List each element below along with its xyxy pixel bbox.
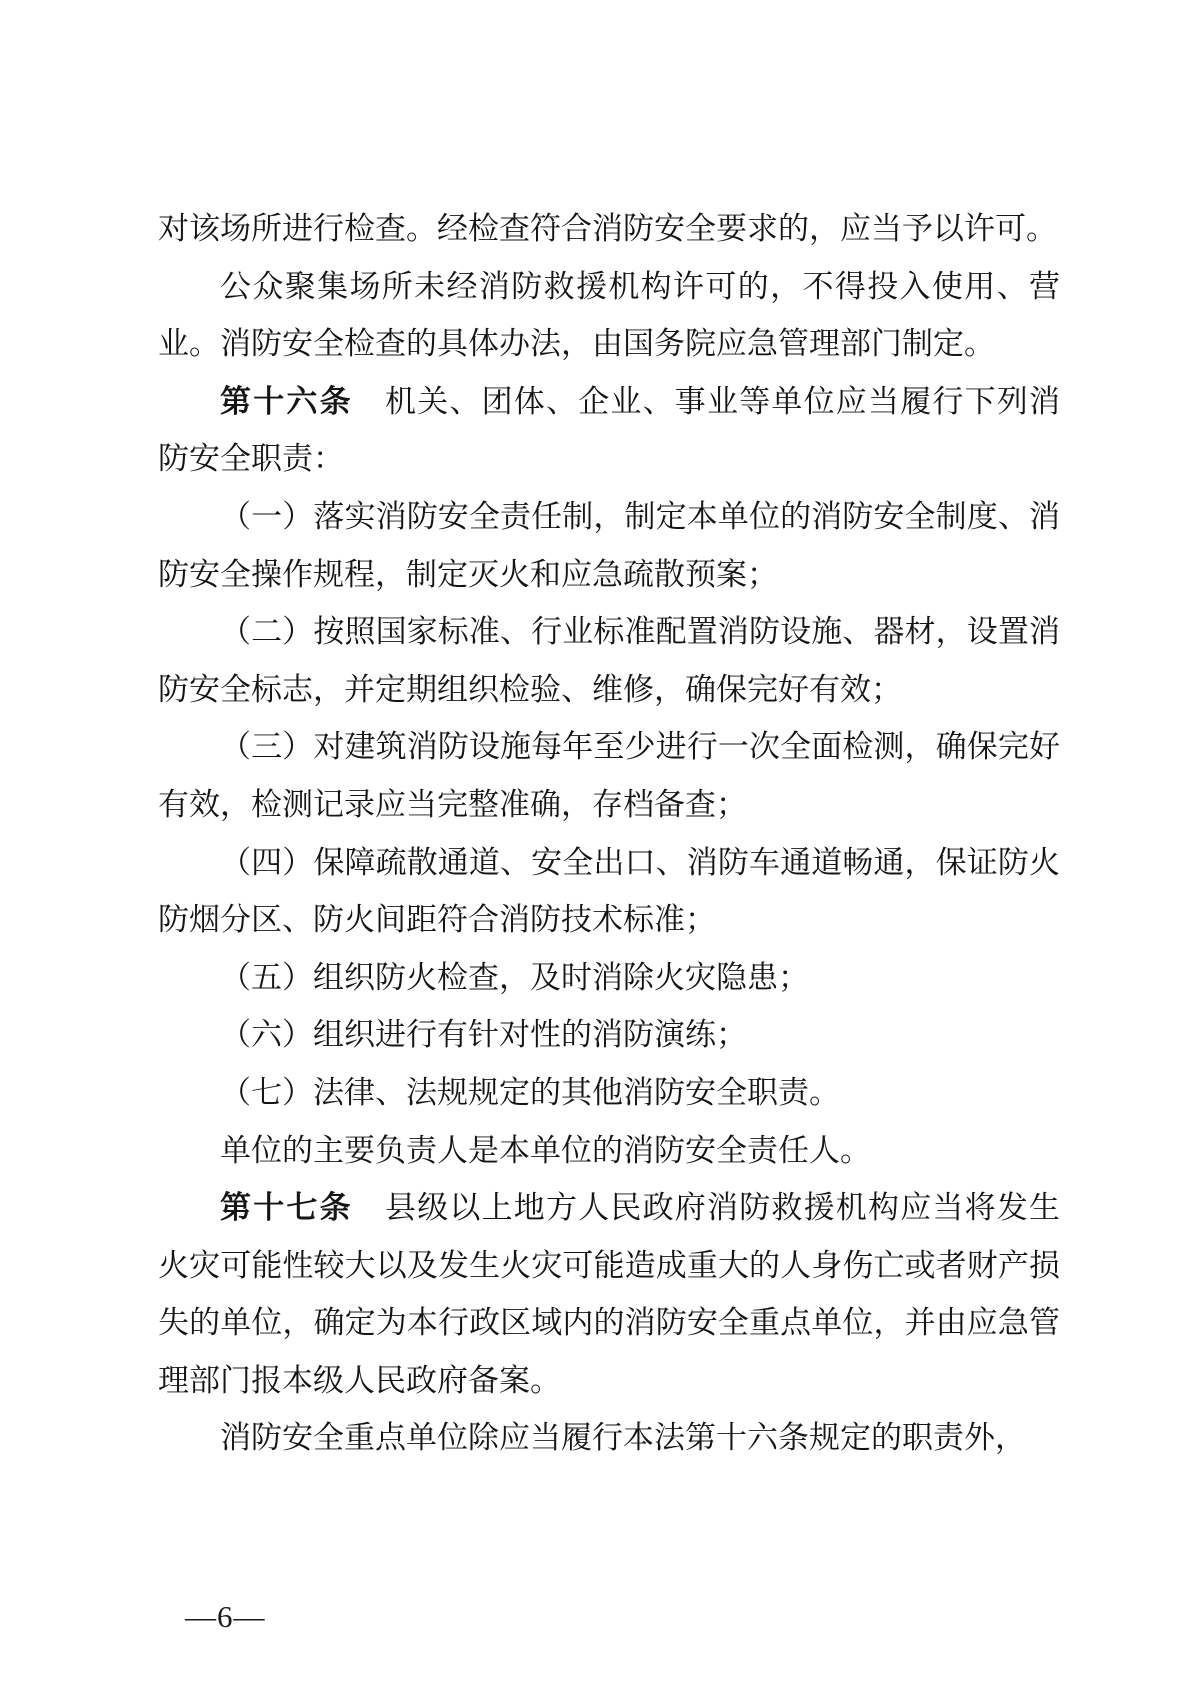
paragraph-text: （一）落实消防安全责任制，制定本单位的消防安全制度、消防安全操作规程，制定灭火和应急疏散预案； bbox=[158, 498, 1060, 592]
paragraph-text: （五）组织防火检查，及时消除火灾隐患； bbox=[220, 959, 809, 995]
paragraph bbox=[158, 718, 1060, 833]
page-number: —6— bbox=[185, 1599, 266, 1634]
paragraph bbox=[158, 1064, 1060, 1122]
paragraph-text: 机关、团体、企业、事业等单位应当履行下列消防安全职责： bbox=[158, 383, 1061, 477]
paragraph-text: 县级以上地方人民政府消防救援机构应当将发生火灾可能性较大以及发生火灾可能造成重大的人身伤亡或者财产损失的单位，确定为本行政区域内的消防安全重点单位，并由应急管理部门报本级人民政府备案。 bbox=[158, 1190, 1061, 1398]
paragraph bbox=[158, 488, 1060, 603]
paragraph bbox=[158, 603, 1060, 718]
paragraph-text: （四）保障疏散通道、安全出口、消防车通道畅通，保证防火防烟分区、防火间距符合消防技术标准； bbox=[158, 844, 1060, 938]
paragraph bbox=[158, 1179, 1060, 1409]
article-number-label: 第十七条 bbox=[220, 1190, 353, 1226]
paragraph bbox=[158, 1006, 1060, 1064]
paragraph bbox=[158, 949, 1060, 1007]
document-body bbox=[158, 200, 1060, 1467]
paragraph-text: 公众聚集场所未经消防救援机构许可的，不得投入使用、营业。消防安全检查的具体办法，由国务院应急管理部门制定。 bbox=[158, 268, 1060, 362]
paragraph-text: （六）组织进行有针对性的消防演练； bbox=[220, 1017, 747, 1053]
paragraph bbox=[158, 200, 1060, 258]
paragraph-text: （二）按照国家标准、行业标准配置消防设施、器材，设置消防安全标志，并定期组织检验、维修，确保完好有效； bbox=[158, 614, 1060, 707]
paragraph bbox=[158, 373, 1060, 488]
paragraph-text: 对该场所进行检查。经检查符合消防安全要求的，应当予以许可。 bbox=[158, 211, 1057, 246]
paragraph bbox=[158, 834, 1060, 949]
paragraph-text: （三）对建筑消防设施每年至少进行一次全面检测，确保完好有效，检测记录应当完整准确，存档备查； bbox=[158, 729, 1060, 822]
article-number-label: 第十六条 bbox=[220, 383, 353, 419]
paragraph-text: （七）法律、法规规定的其他消防安全职责。 bbox=[220, 1074, 840, 1110]
paragraph bbox=[158, 258, 1060, 373]
paragraph-text: 单位的主要负责人是本单位的消防安全责任人。 bbox=[220, 1132, 871, 1168]
paragraph bbox=[158, 1122, 1060, 1180]
paragraph bbox=[158, 1409, 1060, 1467]
paragraph-text: 消防安全重点单位除应当履行本法第十六条规定的职责外， bbox=[220, 1420, 1026, 1456]
